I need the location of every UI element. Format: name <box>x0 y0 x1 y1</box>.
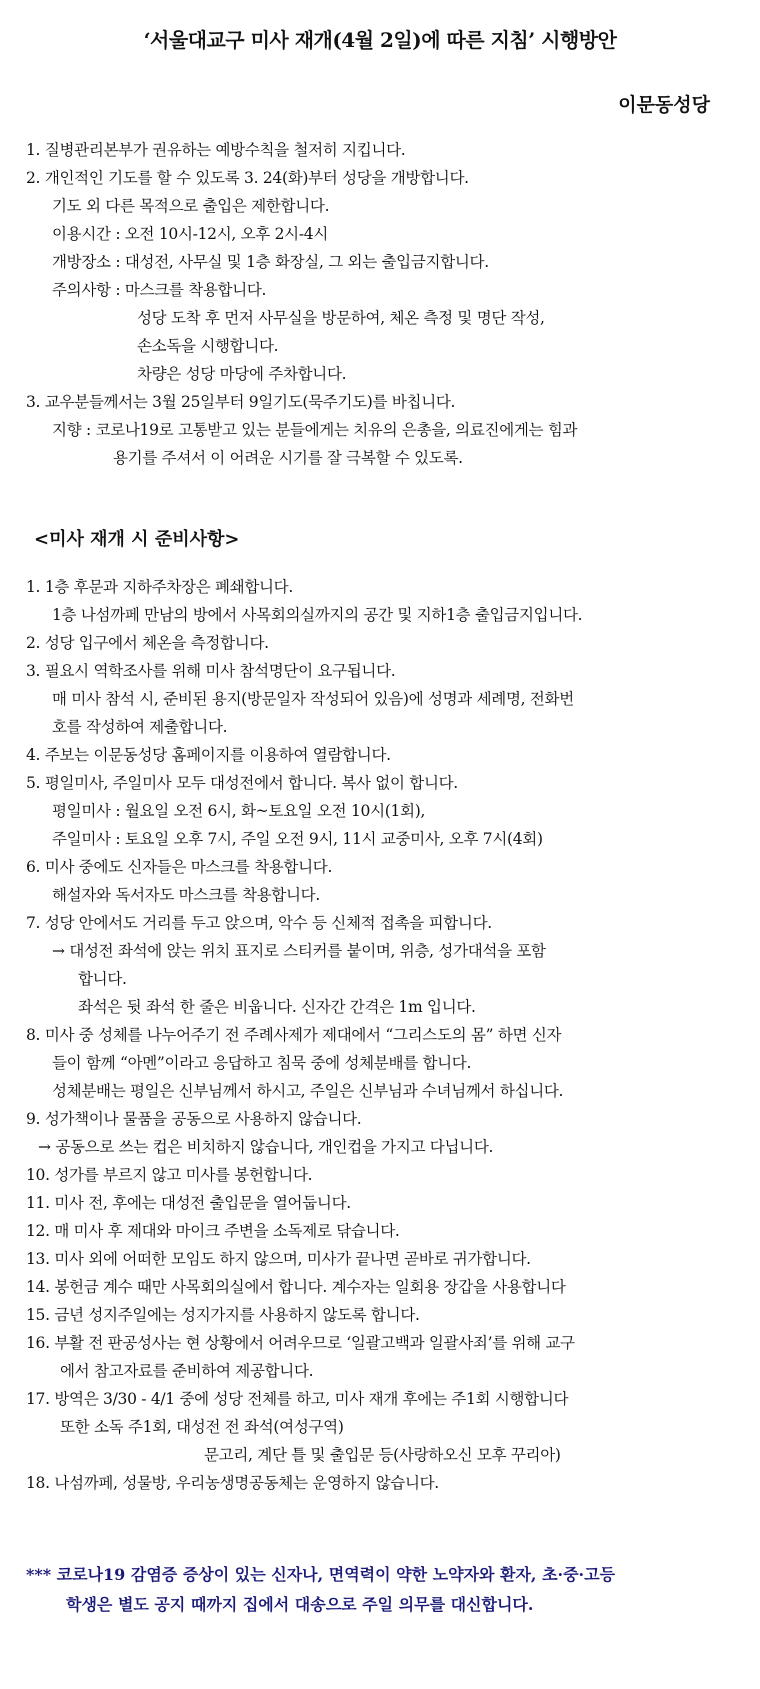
s2-item-9-arrow: → 공동으로 쓰는 컵은 비치하지 않습니다, 개인컵을 가지고 다닙니다. <box>38 1138 494 1156</box>
s2-item-3: 3. 필요시 역학조사를 위해 미사 참석명단이 요구됩니다. <box>26 662 396 680</box>
notice-line-2: 학생은 별도 공지 때까지 집에서 대송으로 주일 의무를 대신합니다. <box>66 1595 534 1614</box>
s2-item-16: 16. 부활 전 판공성사는 현 상황에서 어려우므로 ‘일괄고백과 일괄사죄’를 위해 교구 <box>26 1334 575 1352</box>
s2-item-13: 13. 미사 외에 어떠한 모임도 하지 않으며, 미사가 끝나면 곧바로 귀가합니다. <box>26 1250 531 1268</box>
s2-item-6-detail: 해설자와 독서자도 마스크를 착용합니다. <box>52 886 320 904</box>
s1-places: 개방장소 : 대성전, 사무실 및 1층 화장실, 그 외는 출입금지합니다. <box>52 253 489 271</box>
s2-item-8-detail: 성체분배는 평일은 신부님께서 하시고, 주일은 신부님과 수녀님께서 하십니다. <box>52 1082 564 1100</box>
s1-item-2-detail: 기도 외 다른 목적으로 출입은 제한합니다. <box>52 197 330 215</box>
notice-line-1: *** 코로나19 감염증 증상이 있는 신자나, 면역력이 약한 노약자와 환자, 초·중·고등 <box>26 1565 616 1584</box>
s1-caution-2: 성당 도착 후 먼저 사무실을 방문하여, 체온 측정 및 명단 작성, <box>137 309 545 327</box>
s2-item-3-detail-cont: 호를 작성하여 제출합니다. <box>52 718 228 736</box>
s2-item-2: 2. 성당 입구에서 체온을 측정합니다. <box>26 634 269 652</box>
s2-item-15: 15. 금년 성지주일에는 성지가지를 사용하지 않도록 합니다. <box>26 1306 420 1324</box>
s2-item-7-seating: 좌석은 뒷 좌석 한 줄은 비웁니다. 신자간 간격은 1m 입니다. <box>78 998 476 1016</box>
s2-item-11: 11. 미사 전, 후에는 대성전 출입문을 열어둡니다. <box>26 1194 351 1212</box>
s2-item-17: 17. 방역은 3/30 - 4/1 중에 성당 전체를 하고, 미사 재개 후에는 주1회 시행합니다 <box>26 1390 569 1408</box>
s1-hours: 이용시간 : 오전 10시-12시, 오후 2시-4시 <box>52 225 329 243</box>
s2-item-18: 18. 나섬까페, 성물방, 우리농생명공동체는 운영하지 않습니다. <box>26 1474 439 1492</box>
s1-caution-3: 손소독을 시행합니다. <box>137 337 279 355</box>
s2-item-3-detail: 매 미사 참석 시, 준비된 용지(방문일자 작성되어 있음)에 성명과 세례명, 전화번 <box>52 690 574 708</box>
s2-item-6: 6. 미사 중에도 신자들은 마스크를 착용합니다. <box>26 858 333 876</box>
s1-intention: 지향 : 코로나19로 고통받고 있는 분들에게는 치유의 은총을, 의료진에게는 힘과 <box>52 421 578 439</box>
s1-item-2: 2. 개인적인 기도를 할 수 있도록 3. 24(화)부터 성당을 개방합니다. <box>26 169 469 187</box>
s2-item-17-cont2: 문고리, 계단 틀 및 출입문 등(사랑하오신 모후 꾸리아) <box>204 1446 561 1464</box>
document-title: ‘서울대교구 미사 재개(4월 2일)에 따른 지침’ 시행방안 <box>143 28 617 52</box>
s1-intention-cont: 용기를 주셔서 이 어려운 시기를 잘 극복할 수 있도록. <box>113 449 463 467</box>
s2-item-17-cont: 또한 소독 주1회, 대성전 전 좌석(여성구역) <box>60 1418 344 1436</box>
s1-item-3: 3. 교우분들께서는 3월 25일부터 9일기도(묵주기도)를 바칩니다. <box>26 393 456 411</box>
s2-item-7: 7. 성당 안에서도 거리를 두고 앉으며, 악수 등 신체적 접촉을 피합니다. <box>26 914 492 932</box>
s2-item-8: 8. 미사 중 성체를 나누어주기 전 주례사제가 제대에서 “그리스도의 몸” 하면 신자 <box>26 1026 562 1044</box>
s1-caution-4: 차량은 성당 마당에 주차합니다. <box>137 365 347 383</box>
s2-item-5: 5. 평일미사, 주일미사 모두 대성전에서 합니다. 복사 없이 합니다. <box>26 774 458 792</box>
s2-sunday-mass: 주일미사 : 토요일 오후 7시, 주일 오전 9시, 11시 교중미사, 오후 7시(4회) <box>52 830 543 848</box>
section2-heading: <미사 재개 시 준비사항> <box>34 529 240 550</box>
s2-item-1-detail: 1층 나섬까페 만남의 방에서 사목회의실까지의 공간 및 지하1층 출입금지입니다. <box>52 606 583 624</box>
parish-name: 이문동성당 <box>618 94 710 116</box>
s2-item-12: 12. 매 미사 후 제대와 마이크 주변을 소독제로 닦습니다. <box>26 1222 400 1240</box>
s2-item-14: 14. 봉헌금 계수 때만 사목회의실에서 합니다. 계수자는 일회용 장갑을 사용합니다 <box>26 1278 566 1296</box>
s2-item-16-cont: 에서 참고자료를 준비하여 제공합니다. <box>60 1362 314 1380</box>
s2-item-8-cont: 들이 함께 “아멘”이라고 응답하고 침묵 중에 성체분배를 합니다. <box>52 1054 472 1072</box>
s1-cautions: 주의사항 : 마스크를 착용합니다. <box>52 281 267 299</box>
s1-item-1: 1. 질병관리본부가 권유하는 예방수칙을 철저히 지킵니다. <box>26 141 406 159</box>
s2-item-9: 9. 성가책이나 물품을 공동으로 사용하지 않습니다. <box>26 1110 362 1128</box>
s2-item-1: 1. 1층 후문과 지하주차장은 폐쇄합니다. <box>26 578 293 596</box>
s2-weekday-mass: 평일미사 : 월요일 오전 6시, 화~토요일 오전 10시(1회), <box>52 802 426 820</box>
s2-item-10: 10. 성가를 부르지 않고 미사를 봉헌합니다. <box>26 1166 313 1184</box>
s2-item-4: 4. 주보는 이문동성당 홈페이지를 이용하여 열람합니다. <box>26 746 391 764</box>
s2-item-7-arrow-cont: 합니다. <box>78 970 127 988</box>
s2-item-7-arrow: → 대성전 좌석에 앉는 위치 표지로 스티커를 붙이며, 위층, 성가대석을 포함 <box>52 942 546 960</box>
